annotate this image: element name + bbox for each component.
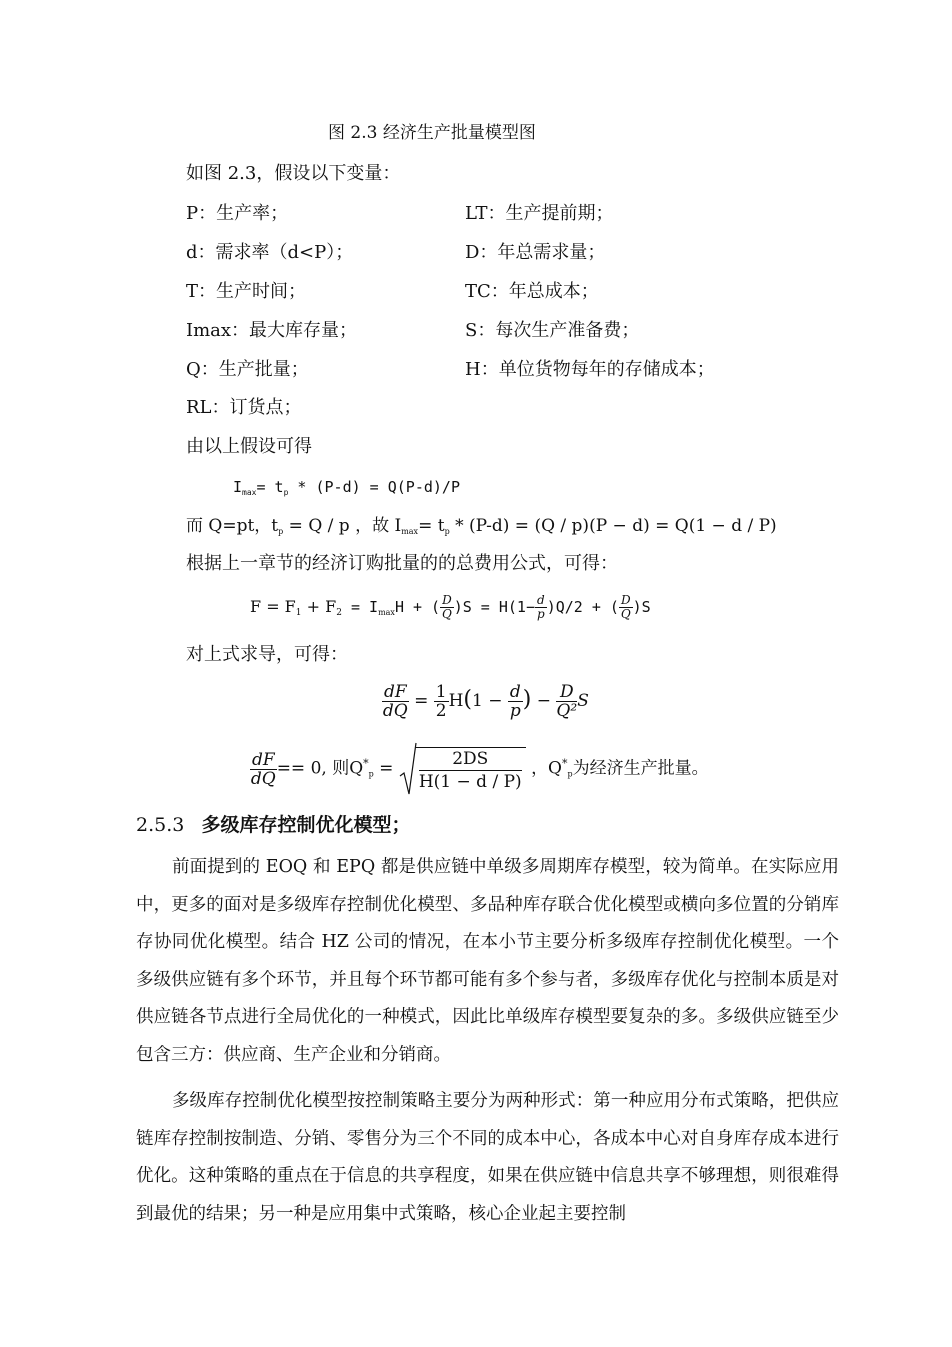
formula-intro: 根据上一章节的经济订购批量的的总费用公式，可得： (186, 553, 618, 574)
equation-optimal-batch: $\frac{dF}{dQ}$ == 0, 则Q*p = $\frac{2DS}{H(1 - d / P)}$ ，Q*p为经济生产批量。 (250, 734, 709, 805)
var-Imax: Imax：最大库存量； (186, 320, 358, 341)
section-heading: 2.5.3 多级库存控制优化模型； (136, 814, 411, 836)
equation-imax: $I_{max}= t_p * (P-d) = Q(P-d)/P$ (233, 478, 460, 497)
var-S: S：每次生产准备费； (465, 320, 640, 341)
var-RL: RL：订货点； (186, 397, 302, 418)
equation-total-cost: $F = F_1 + F_2 = ImaxH$ + ( $\frac{D}{Q}$ )S = H(1− $\frac{d}{p}$ )Q/2 + ( $\frac{D}{Q}$ )S (250, 593, 651, 621)
var-TC: TC：年总成本； (465, 281, 599, 302)
equation-derivative: $\frac{dF}{dQ}$ = $\frac{1}{2}$ H(1 − $\frac{d}{p}$ ) − $\frac{D}{\text{Q²}}$ S (382, 682, 589, 721)
intro-line: 如图 2.3，假设以下变量： (186, 163, 401, 184)
sqrt-expression: $\frac{2DS}{H(1 - d / P)}$ (399, 739, 526, 799)
var-D: D：年总需求量； (465, 242, 606, 263)
var-H: H：单位货物每年的存储成本； (465, 359, 715, 380)
var-LT: LT：生产提前期； (465, 203, 614, 224)
var-Q: Q：生产批量； (186, 359, 309, 380)
var-T: T：生产时间； (186, 281, 307, 302)
paragraph-2: 多级库存控制优化模型按控制策略主要分为两种形式：第一种应用分布式策略，把供应链库存控制按制造、分销、零售分为三个不同的成本中心，各成本中心对自身库存成本进行优化。这种策略的重点在于信息的共享程度，如果在供应链中信息共享不够理想，则很难得到最优的结果；另一种是应用集中式策略，核心企业起主要控制 (136, 1091, 839, 1224)
figure-caption: 图 2.3 经济生产批量模型图 (328, 123, 536, 143)
derive-line: 由以上假设可得 (186, 436, 312, 457)
equation-q-relation: 而 Q=pt，tp = Q / p ，故 Imax= tp * (P-d) = (Q / p)(P − d) = Q(1 − d / P) (186, 516, 777, 536)
var-d: d：需求率（d<P）； (186, 242, 354, 263)
derivative-intro: 对上式求导，可得： (186, 644, 348, 665)
paragraph-1: 前面提到的 EOQ 和 EPQ 都是供应链中单级多周期库存模型，较为简单。在实际应用中，更多的面对是多级库存控制优化模型、多品种库存联合优化模型或横向多位置的分销库存协同优化模型。结合 HZ 公司的情况，在本小节主要分析多级库存控制优化模型。一个多级供应链有多个环节，并且每个环节都可能有多个参与者，多级库存优化与控制本质是对供应链各节点进行全局优化的一种模式，因此比单级库存模型要复杂的多。多级供应链至少包含三方：供应商、生产企业和分销商。 (136, 857, 839, 1065)
var-P: P：生产率； (186, 203, 289, 224)
